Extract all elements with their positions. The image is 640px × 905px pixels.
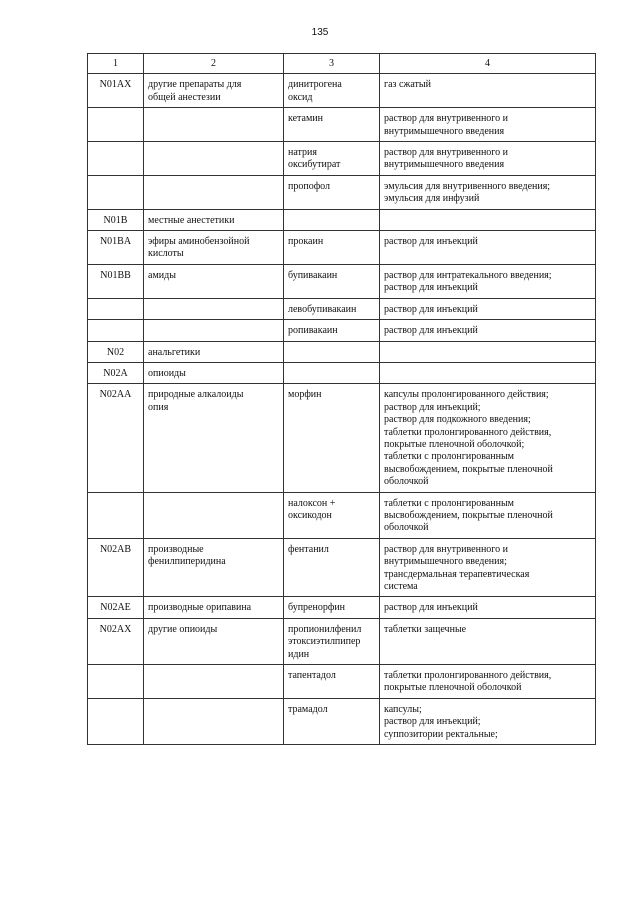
dosage-form-cell: капсулы; раствор для инъекций; суппозитории ректальные; — [380, 698, 596, 744]
table-row — [88, 597, 596, 618]
group-name-cell: местные анестетики — [144, 209, 284, 230]
group-name-cell: производные фенилпиперидина — [144, 538, 284, 597]
dosage-form-cell: раствор для внутривенного и внутримышечного введения — [380, 108, 596, 142]
table-row — [88, 665, 596, 699]
atc-code-cell — [88, 108, 144, 142]
table-row — [88, 341, 596, 362]
dosage-form-cell: раствор для инъекций — [380, 320, 596, 341]
drug-name-cell — [284, 362, 380, 383]
dosage-form-cell: таблетки с пролонгированным высвобождением, покрытые пленочной оболочкой — [380, 492, 596, 538]
header-cell-2: 2 — [144, 54, 284, 74]
dosage-form-cell: капсулы пролонгированного действия; раствор для инъекций; раствор для подкожного введения; таблетки пролонгированного действия, покрытые пленочной оболочкой; таблетки с пролонгированным высвобождением, покрытые пленочной оболочкой — [380, 384, 596, 492]
table-row — [88, 698, 596, 744]
atc-code-cell — [88, 175, 144, 209]
atc-code-cell: N01AX — [88, 74, 144, 108]
drug-name-cell: натрия оксибутират — [284, 142, 380, 176]
page-number: 135 — [311, 27, 329, 38]
table-row — [88, 231, 596, 265]
drug-name-cell: ропивакаин — [284, 320, 380, 341]
table-row — [88, 320, 596, 341]
header-cell-1: 1 — [88, 54, 144, 74]
table-row — [88, 142, 596, 176]
dosage-form-cell: раствор для инъекций — [380, 597, 596, 618]
atc-code-cell: N02AE — [88, 597, 144, 618]
dosage-form-cell: раствор для интратекального введения; раствор для инъекций — [380, 264, 596, 298]
table-row — [88, 618, 596, 664]
atc-code-cell: N02AA — [88, 384, 144, 492]
drug-table — [87, 53, 596, 745]
atc-code-cell: N02 — [88, 341, 144, 362]
group-name-cell: эфиры аминобензойной кислоты — [144, 231, 284, 265]
table-row — [88, 264, 596, 298]
drug-name-cell: морфин — [284, 384, 380, 492]
dosage-form-cell — [380, 362, 596, 383]
table-row — [88, 298, 596, 319]
group-name-cell — [144, 492, 284, 538]
drug-name-cell: бупивакаин — [284, 264, 380, 298]
dosage-form-cell: раствор для инъекций — [380, 231, 596, 265]
group-name-cell: другие опиоиды — [144, 618, 284, 664]
atc-code-cell: N01BA — [88, 231, 144, 265]
drug-name-cell: пропофол — [284, 175, 380, 209]
atc-code-cell: N01BB — [88, 264, 144, 298]
header-cell-4: 4 — [380, 54, 596, 74]
drug-name-cell — [284, 341, 380, 362]
drug-name-cell: левобупивакаин — [284, 298, 380, 319]
group-name-cell — [144, 108, 284, 142]
dosage-form-cell: эмульсия для внутривенного введения; эмульсия для инфузий — [380, 175, 596, 209]
dosage-form-cell — [380, 341, 596, 362]
drug-name-cell: прокаин — [284, 231, 380, 265]
table-row — [88, 108, 596, 142]
drug-name-cell: кетамин — [284, 108, 380, 142]
drug-name-cell: тапентадол — [284, 665, 380, 699]
atc-code-cell — [88, 492, 144, 538]
group-name-cell — [144, 665, 284, 699]
drug-name-cell: налоксон + оксикодон — [284, 492, 380, 538]
table-row — [88, 492, 596, 538]
atc-code-cell — [88, 298, 144, 319]
drug-name-cell: пропионилфенил этоксиэтилпипер идин — [284, 618, 380, 664]
group-name-cell — [144, 142, 284, 176]
dosage-form-cell: раствор для внутривенного и внутримышечного введения — [380, 142, 596, 176]
group-name-cell: природные алкалоиды опия — [144, 384, 284, 492]
group-name-cell — [144, 320, 284, 341]
drug-name-cell: динитрогена оксид — [284, 74, 380, 108]
table-header-row — [88, 54, 596, 74]
table-row — [88, 74, 596, 108]
header-cell-3: 3 — [284, 54, 380, 74]
drug-name-cell: трамадол — [284, 698, 380, 744]
atc-code-cell — [88, 142, 144, 176]
table-row — [88, 362, 596, 383]
group-name-cell: производные орипавина — [144, 597, 284, 618]
atc-code-cell: N02AB — [88, 538, 144, 597]
atc-code-cell: N02AX — [88, 618, 144, 664]
group-name-cell: анальгетики — [144, 341, 284, 362]
atc-code-cell — [88, 665, 144, 699]
group-name-cell: амиды — [144, 264, 284, 298]
dosage-form-cell: таблетки пролонгированного действия, покрытые пленочной оболочкой — [380, 665, 596, 699]
drug-name-cell: фентанил — [284, 538, 380, 597]
group-name-cell — [144, 175, 284, 209]
dosage-form-cell: раствор для внутривенного и внутримышечного введения; трансдермальная терапевтическая система — [380, 538, 596, 597]
atc-code-cell — [88, 320, 144, 341]
table-row — [88, 209, 596, 230]
group-name-cell: другие препараты для общей анестезии — [144, 74, 284, 108]
atc-code-cell: N01B — [88, 209, 144, 230]
table-row — [88, 384, 596, 492]
table-row — [88, 175, 596, 209]
group-name-cell — [144, 298, 284, 319]
dosage-form-cell: газ сжатый — [380, 74, 596, 108]
drug-name-cell: бупренорфин — [284, 597, 380, 618]
dosage-form-cell: таблетки защечные — [380, 618, 596, 664]
table-row — [88, 538, 596, 597]
atc-code-cell — [88, 698, 144, 744]
group-name-cell: опиоиды — [144, 362, 284, 383]
dosage-form-cell — [380, 209, 596, 230]
group-name-cell — [144, 698, 284, 744]
drug-name-cell — [284, 209, 380, 230]
atc-code-cell: N02A — [88, 362, 144, 383]
dosage-form-cell: раствор для инъекций — [380, 298, 596, 319]
